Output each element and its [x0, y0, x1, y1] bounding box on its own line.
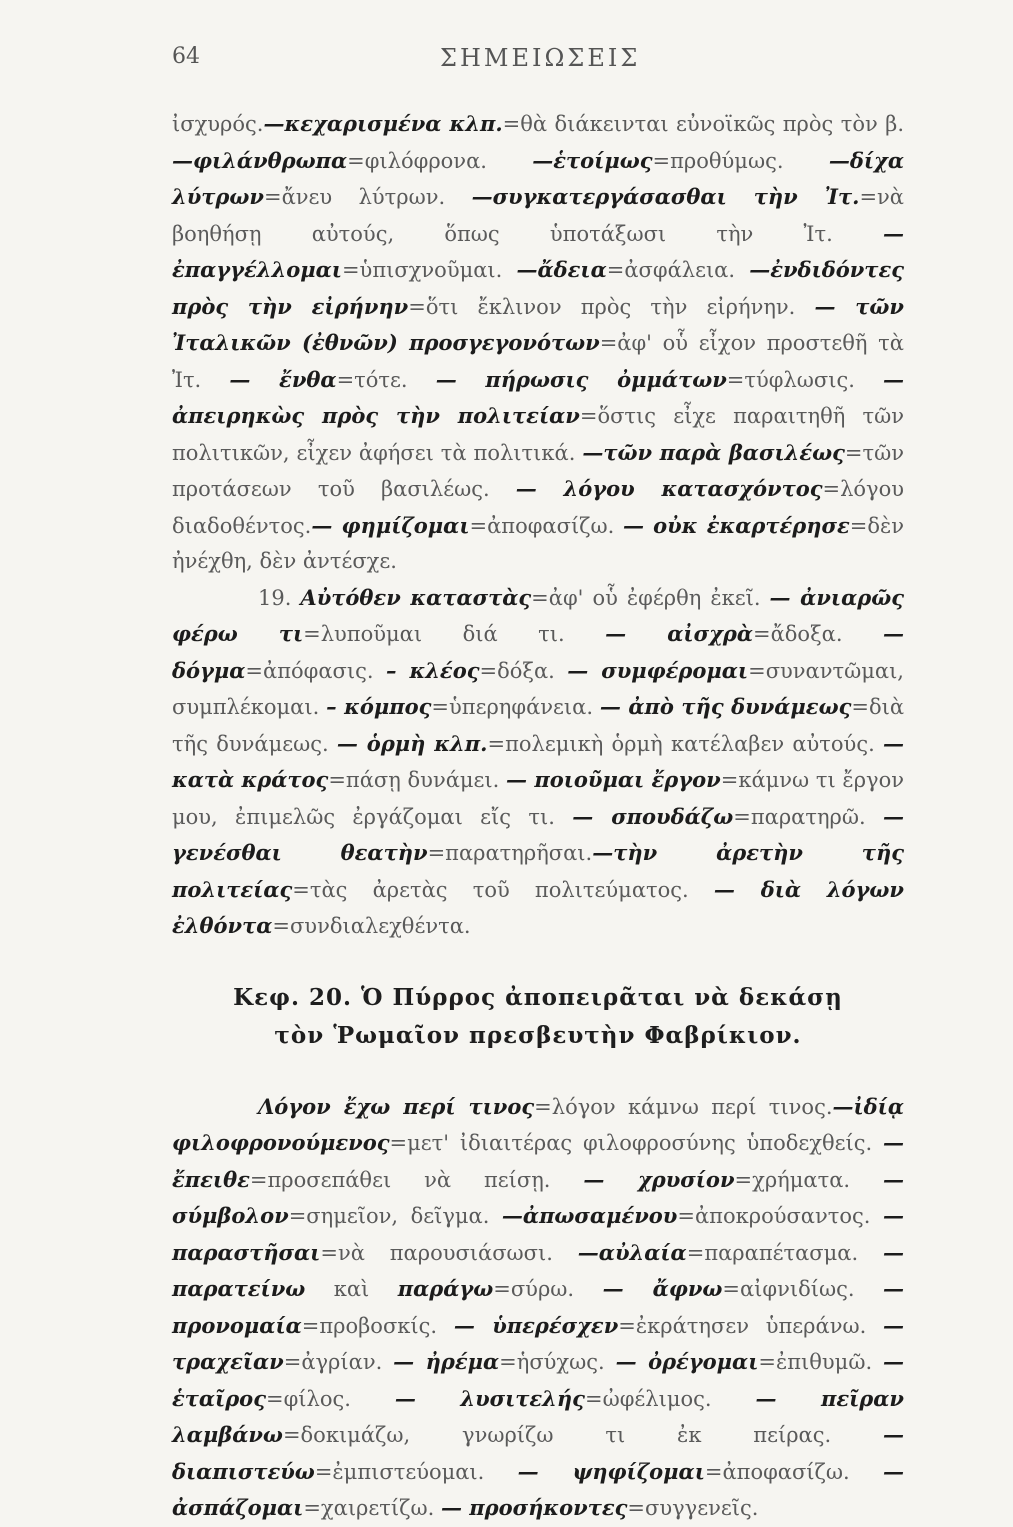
gloss-term: — πήρωσις ὀμμάτων: [435, 366, 727, 392]
gloss-term: —συγκατεργάσασθαι τὴν Ἰτ.: [471, 184, 860, 209]
gloss-definition: ἰσχυρός.: [172, 112, 264, 136]
gloss-term: παράγω: [397, 1276, 494, 1301]
gloss-term: — ἑταῖρος: [172, 1349, 904, 1411]
gloss-definition: =ὑπερηφάνεια.: [431, 695, 600, 719]
chapter-heading: [172, 979, 904, 1055]
gloss-term: —ἑτοίμως: [532, 147, 653, 173]
gloss-definition: =ἀφ' οὗ ἐφέρθη ἐκεῖ.: [531, 585, 770, 610]
gloss-definition: =φίλος.: [265, 1386, 395, 1411]
gloss-definition: =ἀσφάλεια.: [606, 258, 750, 282]
gloss-definition: =νὰ παρουσιάσωσι.: [320, 1240, 578, 1265]
running-title: ΣΗΜΕΙΩΣΕΙΣ: [440, 44, 641, 72]
gloss-definition: =συναντῶμαι, συμπλέκομαι.: [172, 658, 904, 719]
notes-paragraph-19: [172, 580, 904, 945]
gloss-term: —τὴν ἀρετὴν τῆς πολιτείας: [172, 840, 904, 902]
gloss-definition: =ἀποκρούσαντος.: [677, 1204, 883, 1228]
gloss-term: —γενέσθαι θεατὴν: [172, 803, 905, 865]
gloss-definition: =σημεῖον, δεῖγμα.: [288, 1204, 502, 1228]
gloss-definition: =τύφλωσις.: [726, 367, 883, 392]
gloss-definition: =τὰς ἀρετὰς τοῦ πολιτεύματος.: [292, 877, 714, 902]
gloss-term: — οὐκ ἐκαρτέρησε: [622, 512, 850, 538]
gloss-term: — ἠρέμα: [393, 1349, 500, 1374]
gloss-term: — ἄφνω: [602, 1276, 723, 1301]
gloss-definition: =μετ' ἰδιαιτέρας φιλοφροσύνης ὑποδεχθείς.: [389, 1131, 883, 1155]
gloss-definition: =προθύμως.: [652, 148, 829, 173]
gloss-term: — λόγου κατασχόντος: [515, 476, 823, 501]
gloss-definition: =θὰ διάκεινται εὐνοϊκῶς πρὸς τὸν β.: [502, 112, 904, 136]
gloss-definition: =δοκιμάζω, γνωρίζω τι ἐκ πείρας.: [282, 1423, 883, 1447]
gloss-term: —ἐπαγγέλλομαι: [172, 220, 904, 282]
gloss-definition: =δόξα.: [479, 658, 568, 683]
gloss-definition: =ἀγρίαν.: [283, 1350, 394, 1374]
gloss-definition: =χαιρετίζω.: [303, 1496, 441, 1520]
gloss-definition: =χρήματα.: [734, 1167, 883, 1192]
gloss-definition: =ἡσύχως.: [499, 1350, 616, 1374]
gloss-term: — ὑπερέσχεν: [453, 1312, 619, 1338]
gloss-term: — συμφέρομαι: [567, 657, 749, 683]
notes-paragraph-20: [172, 1089, 904, 1527]
gloss-definition: =προσεπάθει νὰ πείσῃ.: [249, 1167, 584, 1192]
page-number: 64: [172, 44, 200, 69]
gloss-term: — ψηφίζομαι: [517, 1458, 705, 1484]
gloss-definition: =ἀπόφασις.: [245, 658, 386, 683]
notes-paragraph-18-continued: [172, 106, 904, 580]
gloss-term: — παρατείνω: [172, 1239, 904, 1301]
gloss-definition: =δὲν ἠνέχθη, δὲν ἀντέσχε.: [172, 513, 904, 573]
notes-body: [172, 106, 904, 1527]
gloss-term: — δόγμα: [172, 621, 904, 683]
gloss-term: Λόγον ἔχω περί τινος: [258, 1093, 535, 1119]
gloss-definition: =ὠφέλιμος.: [584, 1386, 756, 1411]
gloss-definition: =ὅστις εἶχε παραιτηθῆ τῶν πολιτικῶν, εἶχεν ἀφήσει τὰ πολιτικά.: [172, 404, 904, 465]
gloss-definition: =παρατηρῶ.: [733, 804, 884, 829]
gloss-definition: =ἄδοξα.: [753, 622, 883, 646]
gloss-term: —τῶν παρὰ βασιλέως: [582, 439, 845, 465]
gloss-term: — προσήκοντες: [440, 1495, 628, 1520]
gloss-definition: =ὅτι ἔκλινον πρὸς τὴν εἰρήνην.: [408, 294, 815, 319]
gloss-term: —δίχα λύτρων: [172, 147, 904, 209]
gloss-definition: =συνδιαλεχθέντα.: [272, 914, 471, 938]
gloss-term: — τῶν Ἰταλικῶν (ἐθνῶν) προσγεγονότων: [172, 293, 904, 355]
gloss-definition: =αἰφνιδίως.: [722, 1277, 883, 1301]
gloss-definition: =ἀποφασίζω.: [704, 1459, 883, 1484]
gloss-definition: =παρατηρῆσαι.: [427, 841, 593, 865]
gloss-term: —φιλάνθρωπα: [172, 147, 348, 173]
gloss-term: — χρυσίον: [583, 1166, 735, 1192]
gloss-term: —παραστῆσαι: [172, 1203, 904, 1265]
gloss-definition: =ἄνευ λύτρων.: [263, 185, 472, 209]
gloss-term: —αὐλαία: [577, 1239, 687, 1265]
gloss-term: — λυσιτελής: [394, 1385, 585, 1411]
gloss-term: – κόμπος: [326, 694, 432, 719]
gloss-term: — πεῖραν λαμβάνω: [172, 1385, 904, 1447]
gloss-definition: =συγγενεῖς.: [627, 1496, 759, 1520]
gloss-definition: =παραπέτασμα.: [686, 1240, 883, 1265]
gloss-definition: =λυποῦμαι διά τι.: [303, 622, 606, 646]
gloss-term: Αὐτόθεν καταστὰς: [300, 584, 532, 610]
gloss-definition: =διὰ τῆς δυνάμεως.: [172, 695, 905, 756]
chapter-heading-line-2: τὸν Ῥωμαῖον πρεσβευτὴν Φαβρίκιον.: [274, 1021, 802, 1049]
gloss-term: — φημίζομαι: [311, 512, 470, 538]
chapter-heading-line-1: Κεφ. 20. Ὁ Πύρρος ἀποπειρᾶται νὰ δεκάσῃ: [233, 983, 843, 1011]
gloss-definition: =λόγου διαδοθέντος.: [172, 477, 905, 538]
gloss-definition: =πολεμικὴ ὁρμὴ κατέλαβεν αὐτούς.: [487, 731, 884, 756]
gloss-term: — κατὰ κράτος: [172, 730, 905, 792]
gloss-definition: =ἐμπιστεύομαι.: [314, 1459, 518, 1484]
gloss-definition: =κάμνω τι ἔργον μου, ἐπιμελῶς ἐργάζομαι εἴς τι.: [172, 768, 905, 829]
gloss-definition: 19.: [258, 585, 301, 610]
gloss-term: — ἀπειρηκὼς πρὸς τὴν πολιτείαν: [172, 366, 904, 428]
running-head: [0, 44, 1013, 78]
gloss-term: — τραχεῖαν: [172, 1312, 904, 1374]
gloss-term: — ἀπὸ τῆς δυνάμεως: [599, 694, 852, 719]
gloss-definition: καὶ: [305, 1277, 398, 1301]
gloss-term: – κλέος: [385, 657, 480, 683]
gloss-term: — ὀρέγομαι: [615, 1349, 759, 1374]
gloss-definition: =ἐπιθυμῶ.: [758, 1350, 883, 1374]
gloss-term: — προνομαία: [172, 1276, 904, 1338]
gloss-term: —κεχαρισμένα κλπ.: [263, 111, 503, 136]
gloss-definition: =ἀφ' οὗ εἶχον προστεθῆ τὰ Ἰτ.: [172, 331, 904, 392]
gloss-term: —ἄδεια: [516, 257, 607, 282]
gloss-definition: =τότε.: [336, 367, 436, 392]
gloss-term: —ἔπειθε: [172, 1130, 904, 1192]
gloss-definition: =πάσῃ δυνάμει.: [328, 768, 507, 792]
gloss-definition: =τῶν προτάσεων τοῦ βασιλέως.: [172, 440, 904, 501]
gloss-term: —ἐνδιδόντες πρὸς τὴν εἰρήνην: [172, 257, 904, 319]
gloss-term: — ἔνθα: [229, 366, 337, 392]
gloss-definition: =σύρω.: [493, 1277, 603, 1301]
gloss-definition: =ἐκράτησεν ὑπεράνω.: [618, 1313, 883, 1338]
gloss-definition: =ἀποφασίζω.: [469, 513, 623, 538]
gloss-term: — διαπιστεύω: [172, 1422, 904, 1484]
gloss-term: —ἰδίᾳ φιλοφρονούμενος: [172, 1093, 905, 1155]
gloss-term: —ἀπωσαμένου: [501, 1203, 678, 1228]
gloss-definition: =λόγον κάμνω περί τινος.: [534, 1094, 833, 1119]
gloss-definition: =προβοσκίς.: [301, 1313, 454, 1338]
gloss-term: — ποιοῦμαι ἔργον: [506, 767, 721, 792]
gloss-term: — σπουδάζω: [572, 803, 734, 829]
gloss-term: — ἀνιαρῶς φέρω τι: [172, 584, 904, 646]
gloss-term: —σύμβολον: [172, 1166, 904, 1228]
gloss-term: — διὰ λόγων ἐλθόντα: [172, 876, 904, 938]
gloss-definition: =νὰ βοηθήσῃ αὐτούς, ὅπως ὑποτάξωσι τὴν Ἰτ.: [172, 185, 904, 246]
gloss-definition: =ὑπισχνοῦμαι.: [341, 258, 517, 282]
gloss-term: — ἀσπάζομαι: [172, 1458, 904, 1520]
gloss-term: — αἰσχρὰ: [605, 621, 754, 646]
gloss-term: — ὁρμὴ κλπ.: [336, 730, 488, 756]
gloss-definition: =φιλόφρονα.: [347, 148, 533, 173]
